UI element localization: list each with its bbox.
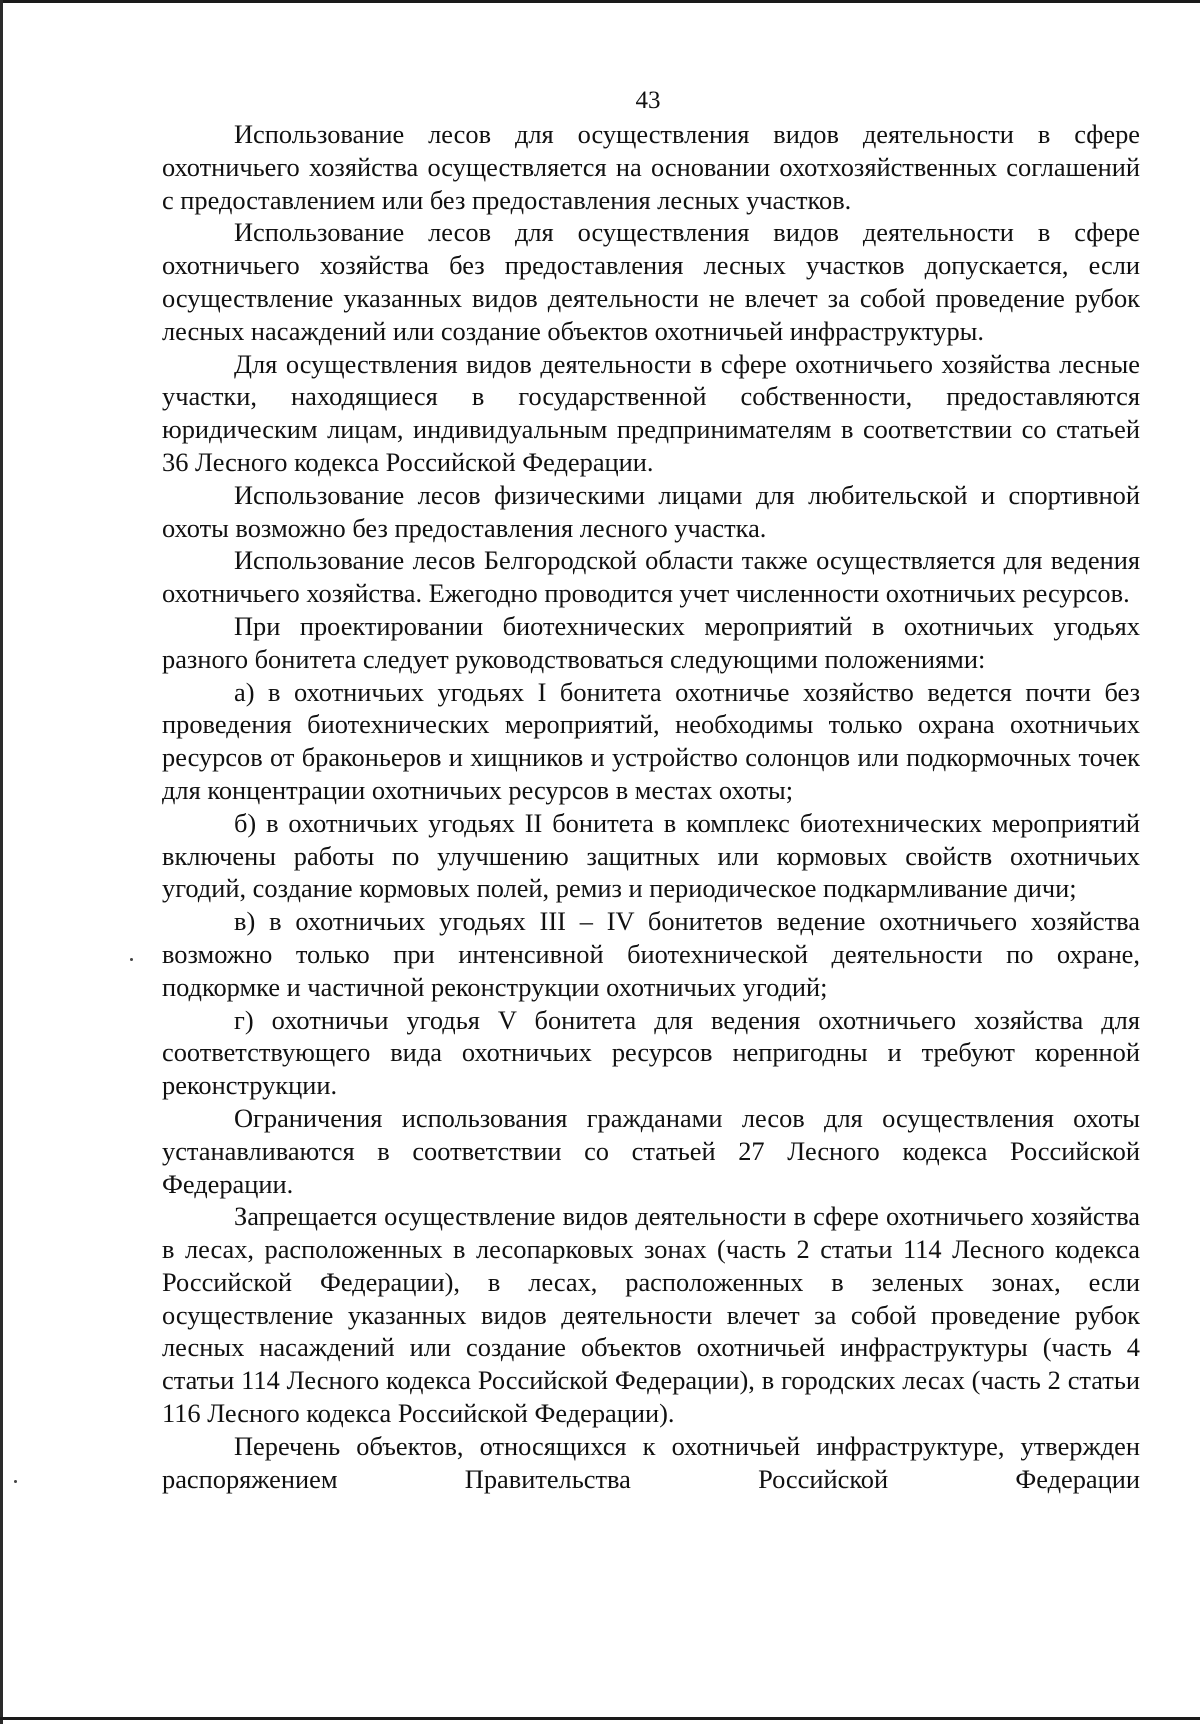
page-number: 43 — [635, 87, 661, 114]
paragraph: Использование лесов для осуществления видов деятельности в сфере охотничьего хозяйства осуществляется на основании охотхозяйственных соглашений с предоставлением или без предоставления лесных участков. — [162, 119, 1140, 215]
paragraph: Для осуществления видов деятельности в сфере охотничьего хозяйства лесные участки, находящиеся в государственной собственности, предоставляются юридическим лицам, индивидуальным предпринимателям в соответствии со статьей 36 Лесного кодекса Российской Федерации. — [162, 348, 1140, 477]
paragraph: Ограничения использования гражданами лесов для осуществления охоты устанавливаются в соответствии со статьей 27 Лесного кодекса Российской Федерации. — [162, 1102, 1140, 1199]
list-item: а) в охотничьих угодьях I бонитета охотничье хозяйство ведется почти без проведения биотехнических мероприятий, необходимы только охрана охотничьих ресурсов от браконьеров и хищников и устройство солонцов или подкормочных точек для концентрации охотничьих ресурсов в местах охоты; — [162, 676, 1140, 805]
paragraph: Перечень объектов, относящихся к охотничьей инфраструктуре, утвержден распоряжением Правительства Российской Федерации — [162, 1430, 1140, 1494]
paragraph: При проектировании биотехнических мероприятий в охотничьих угодьях разного бонитета следует руководствоваться следующими положениями: — [162, 610, 1140, 674]
scan-speck — [130, 958, 133, 961]
paragraph: Использование лесов для осуществления видов деятельности в сфере охотничьего хозяйства без предоставления лесных участков допускается, если осуществление указанных видов деятельности не влечет за собой проведение рубок лесных насаждений или создание объектов охотничьей инфраструктуры. — [162, 217, 1140, 346]
list-item: б) в охотничьих угодьях II бонитета в комплекс биотехнических мероприятий включены работы по улучшению защитных или кормовых свойств охотничьих угодий, создание кормовых полей, ремиз и периодическое подкармливание дичи; — [162, 807, 1140, 904]
list-item: г) охотничьи угодья V бонитета для ведения охотничьего хозяйства для соответствующего вида охотничьих ресурсов непригодны и требуют коренной реконструкции. — [162, 1004, 1140, 1101]
document-body — [162, 118, 1140, 1495]
paragraph: Запрещается осуществление видов деятельности в сфере охотничьего хозяйства в лесах, расположенных в лесопарковых зонах (часть 2 статьи 114 Лесного кодекса Российской Федерации), в лесах, расположенных в зеленых зонах, если осуществление указанных видов деятельности влечет за собой проведение рубок лесных насаждений или создание объектов охотничьей инфраструктуры (часть 4 статьи 114 Лесного кодекса Российской Федерации), в городских лесах (часть 2 статьи 116 Лесного кодекса Российской Федерации). — [162, 1201, 1140, 1429]
scan-border-bottom — [0, 1717, 1200, 1720]
paragraph: Использование лесов физическими лицами для любительской и спортивной охоты возможно без предоставления лесного участка. — [162, 479, 1140, 543]
paragraph: Использование лесов Белгородской области также осуществляется для ведения охотничьего хозяйства. Ежегодно проводится учет численности охотничьих ресурсов. — [162, 545, 1140, 609]
scan-border-top — [0, 0, 1200, 3]
list-item: в) в охотничьих угодьях III – IV бонитетов ведение охотничьего хозяйства возможно только при интенсивной биотехнической деятельности по охране, подкормке и частичной реконструкции охотничьих угодий; — [162, 906, 1140, 1002]
scan-speck — [14, 1480, 17, 1483]
scan-border-left — [0, 0, 3, 1724]
